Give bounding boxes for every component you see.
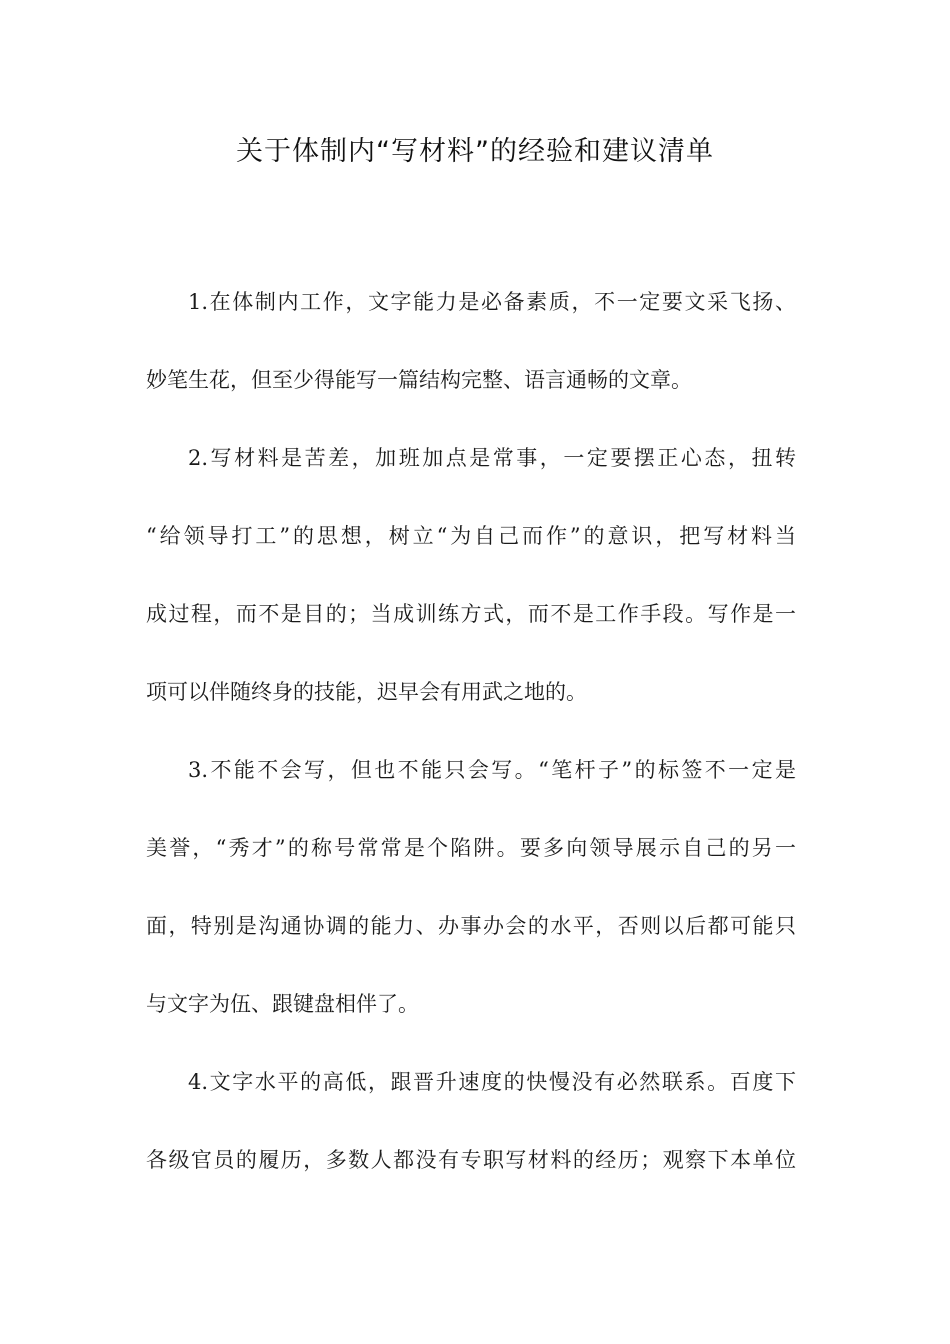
paragraph-2-line-2: “给领导打工”的思想，树立“为自己而作”的意识，把写材料当 bbox=[146, 524, 796, 548]
paragraph-3-line-3: 面，特别是沟通协调的能力、办事办会的水平，否则以后都可能只 bbox=[146, 914, 796, 938]
document-body bbox=[146, 282, 796, 1218]
paragraph-4-line-2: 各级官员的履历，多数人都没有专职写材料的经历；观察下本单位 bbox=[146, 1148, 796, 1172]
paragraph-2-line-3: 成过程，而不是目的；当成训练方式，而不是工作手段。写作是一 bbox=[146, 602, 796, 626]
paragraph-3-line-4: 与文字为伍、跟键盘相伴了。 bbox=[146, 992, 419, 1016]
paragraph-4-line-1: 4.文字水平的高低，跟晋升速度的快慢没有必然联系。百度下 bbox=[188, 1070, 796, 1094]
paragraph-2-line-4: 项可以伴随终身的技能，迟早会有用武之地的。 bbox=[146, 680, 587, 704]
document-title: 关于体制内“写材料”的经验和建议清单 bbox=[236, 136, 714, 167]
paragraph-3-line-1: 3.不能不会写，但也不能只会写。“笔杆子”的标签不一定是 bbox=[188, 758, 796, 782]
paragraph-2-line-1: 2.写材料是苦差，加班加点是常事，一定要摆正心态，扭转 bbox=[188, 446, 796, 470]
paragraph-1-line-1: 1.在体制内工作，文字能力是必备素质，不一定要文采飞扬、 bbox=[188, 290, 796, 314]
paragraph-1-line-2: 妙笔生花，但至少得能写一篇结构完整、语言通畅的文章。 bbox=[146, 368, 692, 392]
paragraph-3-line-2: 美誉，“秀才”的称号常常是个陷阱。要多向领导展示自己的另一 bbox=[146, 836, 796, 860]
